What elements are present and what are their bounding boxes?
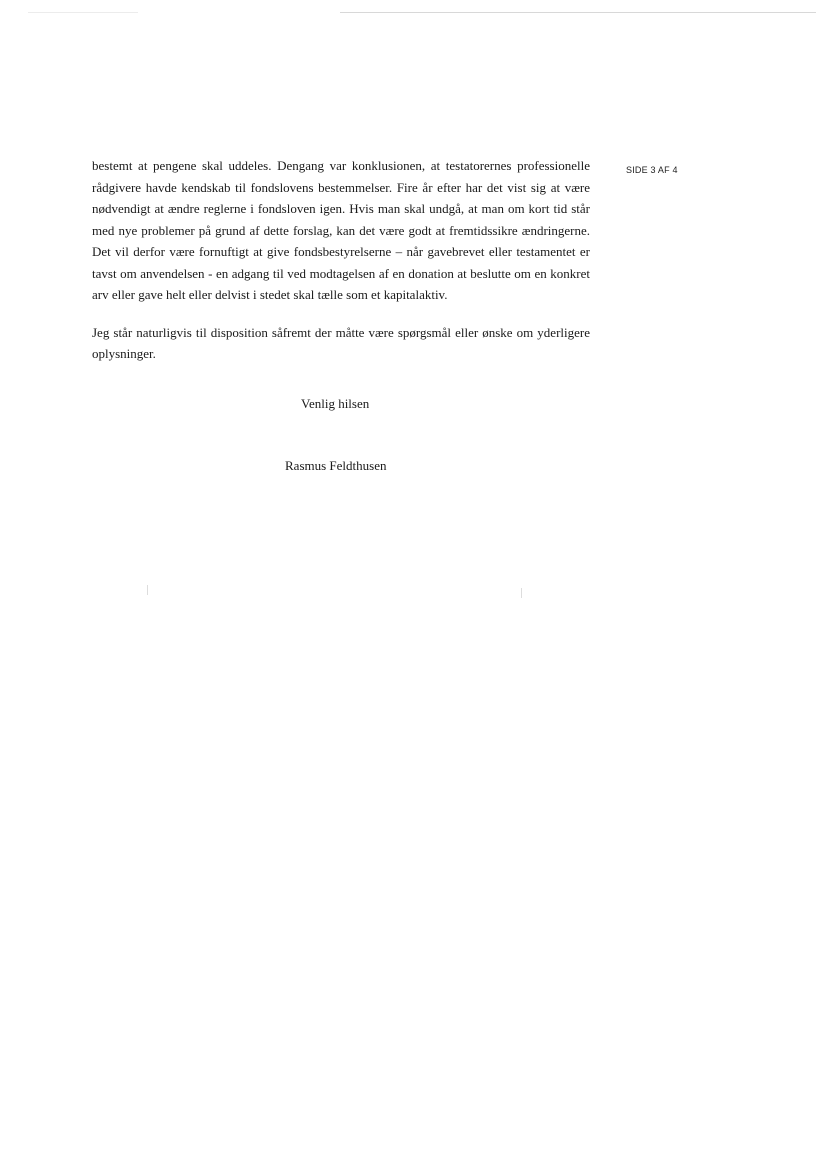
body-paragraph-2: Jeg står naturligvis til disposition såfremt der måtte være spørgsmål eller ønske om yderligere oplysninger. bbox=[92, 324, 590, 361]
scan-edge-line bbox=[28, 12, 138, 13]
page-number-marker: SIDE 3 AF 4 bbox=[626, 165, 678, 175]
scan-edge-line bbox=[340, 12, 816, 13]
body-paragraph-1: bestemt at pengene skal uddeles. Dengang var konklusionen, at testatorernes professionelle rådgivere havde kendskab til fondslovens bestemmelser. Fire år efter har det vist sig at være nødvendigt at ændre reglerne i fondsloven igen. Hvis man skal undgå, at man om kort tid står med nye problemer på grund af dette forslag, kan det være godt at fremtidssikre ændringerne. Det vil derfor være fornuftigt at give fondsbestyrelserne – når gavebrevet eller testamentet er tavst om anvendelsen - en adgang til ved modtagelsen af en donation at beslutte om en konkret arv eller gave helt eller delvist i stedet skal tælle som et kapitalaktiv. bbox=[92, 158, 590, 302]
letter-body bbox=[92, 155, 590, 365]
closing-greeting: Venlig hilsen bbox=[301, 396, 370, 411]
signature-name: Rasmus Feldthusen bbox=[285, 458, 387, 473]
scan-mark bbox=[521, 588, 522, 598]
scan-mark bbox=[147, 585, 148, 595]
